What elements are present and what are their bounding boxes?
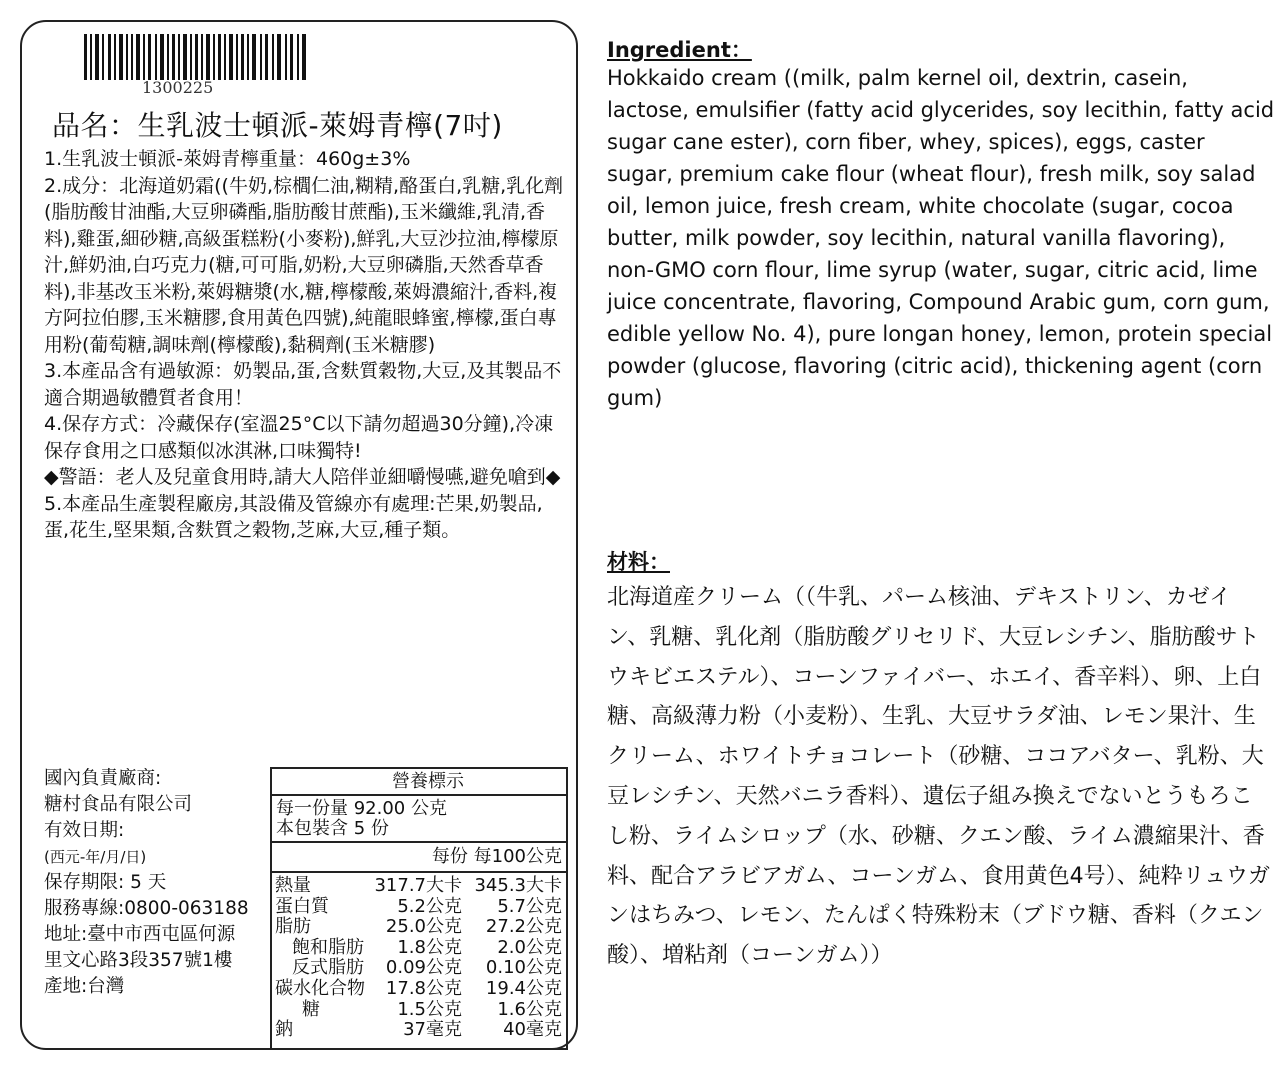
product-label xyxy=(20,20,578,1050)
service-hotline: 服務專線:0800-063188 xyxy=(44,898,249,919)
address-line-2: 里文心路3段357號1樓 xyxy=(44,950,233,971)
japanese-ingredient-text: 北海道産クリーム（（牛乳、パーム核油、デキストリン、カゼイン、乳糖、乳化剤（脂肪酸グリセリド、大豆レシチン、脂肪酸サトウキビエステル）、コーンファイバー、ホエイ、香辛料）、卵、上白糖、高級薄力粉（小麦粉）、生乳、大豆サラダ油、レモン果汁、生クリーム、ホワイトチョコレート（砂糖、ココアバター、乳粉、大豆レシチン、天然バニラ香料）、遺伝子組み換えでないとうもろこし粉、ライムシロップ（水、砂糖、クエン酸、ライム濃縮果汁、香料、配合アラビアガム、コーンガム、食用黄色4号）、純粋リュウガンはちみつ、レモン、たんぱく特殊粉末（ブドウ糖、香料（クエン酸）、増粘剤（コーンガム）） xyxy=(607,585,1270,969)
per-100g-value: 345.3大卡 xyxy=(474,875,562,896)
allergen-item: 3.本產品含有過敏源：奶製品,蛋,含麩質穀物,大豆,及其製品不適合期過敏體質者食用！ xyxy=(44,360,562,409)
ingredients-item: 2.成分：北海道奶霜((牛奶,棕櫚仁油,糊精,酪蛋白,乳糖,乳化劑(脂肪酸甘油酯,大豆卵磷酯,脂肪酸甘蔗酯),玉米纖維,乳清,香料),雞蛋,細砂糖,高級蛋糕粉(小麥粉),鮮乳,大豆沙拉油,檸檬原汁,鮮奶油,白巧克力(糖,可可脂,奶粉,大豆卵磷脂,天然香草香料),非基改玉米粉,萊姆糖漿(水,糖,檸檬酸,萊姆濃縮汁,香料,複方阿拉伯膠,玉米糖膠,食用黃色四號),純龍眼蜂蜜,檸檬,蛋白專用粉(葡萄糖,調味劑(檸檬酸),黏稠劑(玉米糖膠) xyxy=(44,174,564,356)
address-line-1: 地址:臺中市西屯區何源 xyxy=(44,924,236,945)
barcode-image xyxy=(84,34,306,80)
expiry-label: 有效日期: xyxy=(44,820,125,841)
nutrient-name: 熱量 xyxy=(275,875,311,896)
nutrient-name: 鈉 xyxy=(275,1019,293,1041)
nutrition-row xyxy=(272,938,566,959)
nutrient-name: 糖 xyxy=(302,998,320,1020)
nutrition-column-header: 每份 每100公克 xyxy=(272,843,566,873)
english-ingredient-heading: Ingredient： xyxy=(607,38,752,62)
per-serving-value: 17.8公克 xyxy=(385,977,462,999)
nutrition-row xyxy=(272,979,566,1000)
nutrition-row xyxy=(272,917,566,938)
per-100g-value: 1.6公克 xyxy=(497,998,562,1020)
per-serving-value: 0.09公克 xyxy=(385,957,462,979)
origin: 產地:台灣 xyxy=(44,976,125,997)
nutrition-row xyxy=(272,876,566,897)
per-serving-value: 1.5公克 xyxy=(397,998,462,1020)
per-100g-value: 19.4公克 xyxy=(485,977,562,999)
nutrient-name: 反式脂肪 xyxy=(292,957,364,979)
per-100g-value: 2.0公克 xyxy=(497,936,562,958)
label-details xyxy=(44,146,564,544)
expiry-format: (西元-年/月/日) xyxy=(44,848,147,866)
nutrient-name: 脂肪 xyxy=(275,916,311,938)
japanese-ingredient-heading: 材料： xyxy=(607,550,670,574)
serving-size: 每一份量 92.00 公克 xyxy=(276,798,447,819)
nutrient-name: 碳水化合物 xyxy=(275,977,365,999)
nutrient-name: 蛋白質 xyxy=(275,895,329,917)
per-100g-value: 40毫克 xyxy=(503,1019,562,1041)
per-100g-value: 5.7公克 xyxy=(497,895,562,917)
serving-info xyxy=(272,796,566,843)
per-100g-value: 0.10公克 xyxy=(485,957,562,979)
weight-item: 1.生乳波士頓派-萊姆青檸重量：460g±3% xyxy=(44,148,411,170)
per-100g-value: 27.2公克 xyxy=(485,916,562,938)
servings-per-package: 本包裝含 5 份 xyxy=(276,818,389,839)
per-serving-value: 5.2公克 xyxy=(397,895,462,917)
nutrition-row xyxy=(272,1020,566,1041)
barcode-number: 1300225 xyxy=(142,78,214,97)
shelf-life: 保存期限: 5 天 xyxy=(44,872,167,893)
nutrition-facts-table xyxy=(270,767,568,1050)
nutrition-row xyxy=(272,1000,566,1021)
nutrient-name: 飽和脂肪 xyxy=(292,936,364,958)
company-name: 糖村食品有限公司 xyxy=(44,794,193,815)
nutrition-title: 營養標示 xyxy=(272,769,566,796)
responsible-label: 國內負責廠商: xyxy=(44,768,162,789)
product-name: 品名：生乳波士頓派-萊姆青檸(7吋) xyxy=(52,109,503,142)
per-serving-value: 317.7大卡 xyxy=(374,875,462,896)
warning-item: ◆警語：老人及兒童食用時,請大人陪伴並細嚼慢嚥,避免嗆到◆ xyxy=(44,466,561,488)
company-info xyxy=(44,766,269,1000)
storage-item: 4.保存方式：冷藏保存(室溫25°C以下請勿超過30分鐘),冷凍保存食用之口感類似冰淇淋,口味獨特! xyxy=(44,413,554,462)
per-serving-value: 37毫克 xyxy=(403,1019,462,1041)
nutrition-row xyxy=(272,958,566,979)
english-ingredient-text: Hokkaido cream ((milk, palm kernel oil, dextrin, casein, lactose, emulsifier (fatty acid glycerides, soy lecithin, fatty acid sugar cane ester), corn fiber, whey, spices), eggs, caster sugar, premium cake flour (wheat flour), fresh milk, soy salad oil, lemon juice, fresh cream, white chocolate (sugar, cocoa butter, milk powder, soy lecithin, natural vanilla flavoring), non-GMO corn flour, lime syrup (water, sugar, citric acid, lime juice concentrate, flavoring, Compound Arabic gum, corn gum, edible yellow No. 4), pure longan honey, lemon, protein special powder (glucose, flavoring (citric acid), thickening agent (corn gum) xyxy=(607,66,1275,410)
per-serving-value: 25.0公克 xyxy=(385,916,462,938)
per-serving-value: 1.8公克 xyxy=(397,936,462,958)
nutrition-row xyxy=(272,897,566,918)
nutrition-rows xyxy=(272,873,566,1041)
facility-item: 5.本產品生產製程廠房,其設備及管線亦有處理:芒果,奶製品,蛋,花生,堅果類,含麩質之穀物,芝麻,大豆,種子類。 xyxy=(44,492,543,541)
